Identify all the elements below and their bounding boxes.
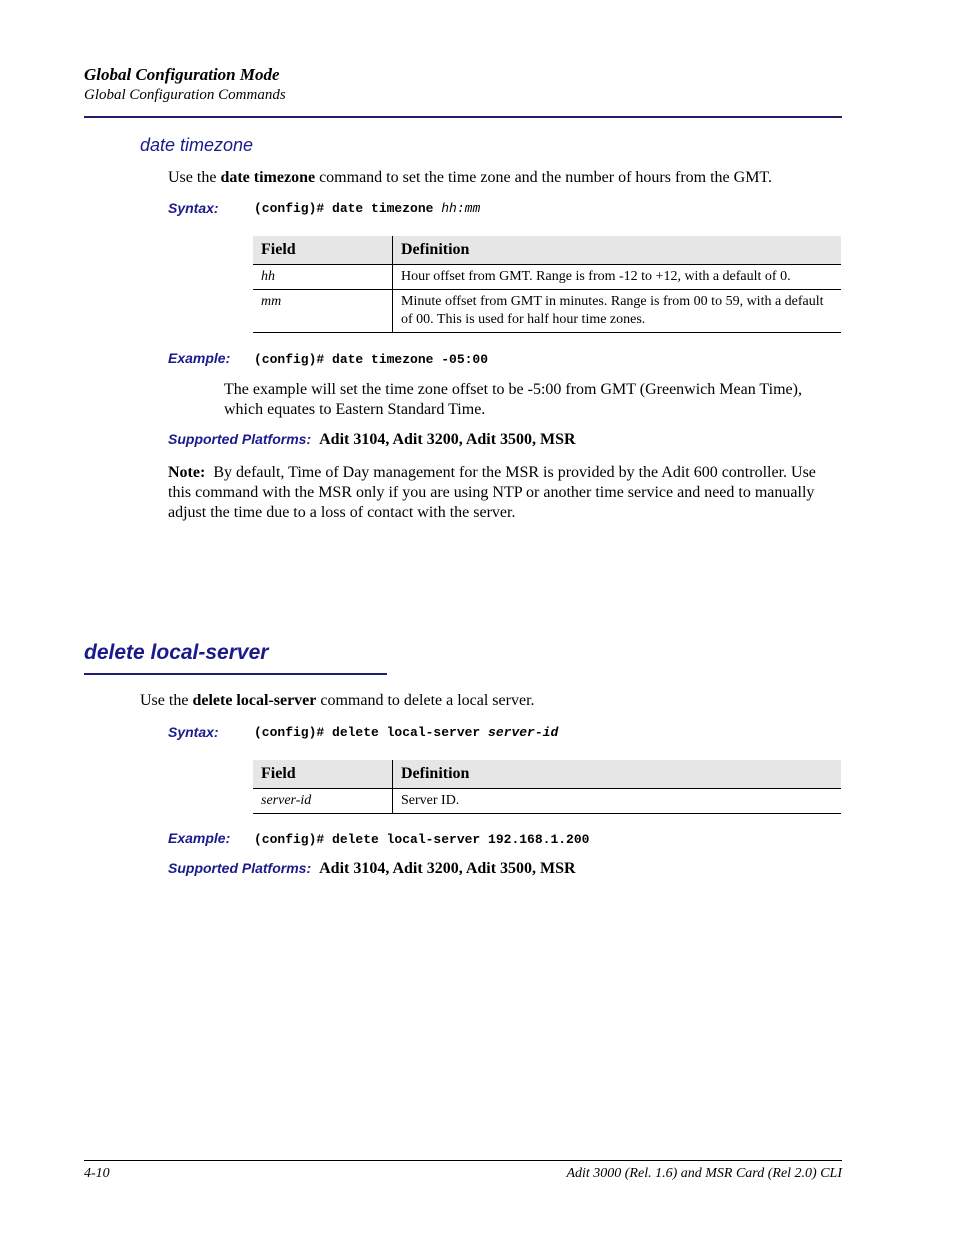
section-heading-rule <box>84 673 387 675</box>
table-row <box>253 290 841 333</box>
syntax-argument: server-id <box>488 725 559 740</box>
note-text: By default, Time of Day management for the MSR is provided by the Adit 600 controller. Use this command with the MSR only if you are using NTP or another time service and need to manually adjust the time due to a loss of contact with the server. <box>168 464 816 521</box>
intro-text: Use the <box>140 692 193 709</box>
table-row <box>253 789 841 814</box>
supported-platforms <box>168 431 576 449</box>
supported-platforms <box>168 860 576 878</box>
intro-text: Use the <box>168 169 221 186</box>
running-header-title: Global Configuration Mode <box>84 65 280 84</box>
field-definition-table <box>253 236 841 333</box>
table-header-field: Field <box>253 236 393 265</box>
intro-paragraph <box>140 691 840 711</box>
note-paragraph <box>168 463 840 523</box>
platforms-label: Supported Platforms: <box>168 431 312 447</box>
table-cell-field: server-id <box>253 789 393 814</box>
syntax-command-text: (config)# date timezone <box>254 201 442 216</box>
table-cell-field: mm <box>253 290 393 333</box>
section-heading-delete-local-server: delete local-server <box>84 641 269 664</box>
command-name: delete local-server <box>192 692 317 709</box>
page-number: 4-10 <box>84 1166 110 1181</box>
example-label: Example: <box>168 350 231 366</box>
table-header-field: Field <box>253 760 393 789</box>
section-heading-date-timezone: date timezone <box>140 135 254 155</box>
syntax-argument: hh:mm <box>441 201 481 216</box>
table-row <box>253 265 841 290</box>
note-label: Note: <box>168 464 206 481</box>
syntax-label: Syntax: <box>168 200 219 216</box>
running-header-subtitle: Global Configuration Commands <box>84 87 286 103</box>
platforms-label: Supported Platforms: <box>168 860 312 876</box>
syntax-label: Syntax: <box>168 724 219 740</box>
intro-text: command to delete a local server. <box>316 692 535 709</box>
syntax-command-text: (config)# delete local-server <box>254 725 489 740</box>
header-rule <box>84 116 842 118</box>
example-command: (config)# delete local-server 192.168.1.200 <box>254 832 590 847</box>
command-name: date timezone <box>220 169 316 186</box>
syntax-command <box>254 201 480 216</box>
table-header-definition: Definition <box>393 760 842 789</box>
table-cell-definition: Server ID. <box>393 789 842 814</box>
example-description: The example will set the time zone offset to be -5:00 from GMT (Greenwich Mean Time), which equates to Eastern Standard Time. <box>224 381 802 418</box>
table-header-definition: Definition <box>393 236 842 265</box>
platforms-list: Adit 3104, Adit 3200, Adit 3500, MSR <box>319 431 576 448</box>
platforms-list: Adit 3104, Adit 3200, Adit 3500, MSR <box>319 860 576 877</box>
footer-document-title: Adit 3000 (Rel. 1.6) and MSR Card (Rel 2.0) CLI <box>566 1166 842 1181</box>
intro-paragraph <box>168 168 848 188</box>
table-cell-field: hh <box>253 265 393 290</box>
table-cell-definition: Hour offset from GMT. Range is from -12 to +12, with a default of 0. <box>393 265 842 290</box>
intro-text: command to set the time zone and the number of hours from the GMT. <box>315 169 772 186</box>
syntax-command <box>254 725 558 740</box>
example-label: Example: <box>168 830 231 846</box>
example-command: (config)# date timezone -05:00 <box>254 352 489 367</box>
field-definition-table <box>253 760 841 814</box>
footer-rule <box>84 1160 842 1161</box>
table-cell-definition: Minute offset from GMT in minutes. Range is from 00 to 59, with a default of 00. This is used for half hour time zones. <box>393 290 842 333</box>
